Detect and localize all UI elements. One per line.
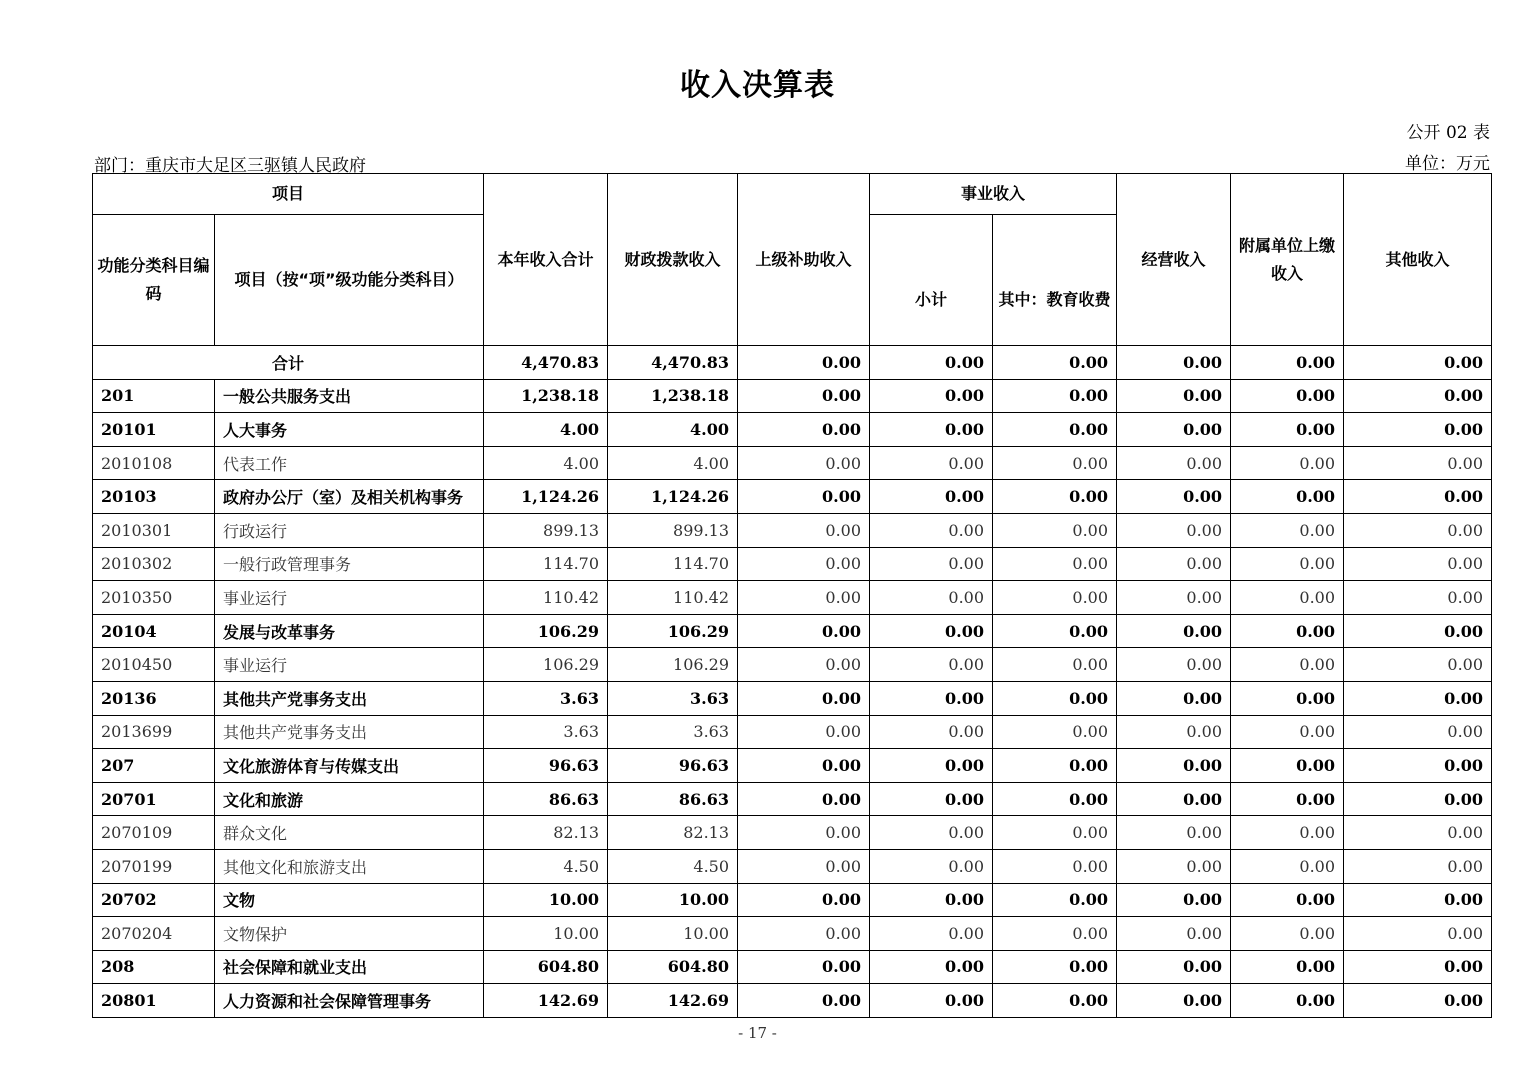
func-code-cell: 201 bbox=[93, 379, 215, 413]
func-code-cell: 208 bbox=[93, 950, 215, 984]
amount-cell: 0.00 bbox=[1117, 513, 1231, 547]
amount-cell: 0.00 bbox=[738, 917, 870, 951]
header-superior-subsidy: 上级补助收入 bbox=[738, 174, 870, 346]
amount-cell: 96.63 bbox=[484, 749, 608, 783]
amount-cell: 0.00 bbox=[1231, 513, 1344, 547]
amount-cell: 0.00 bbox=[993, 446, 1117, 480]
total-cell: 0.00 bbox=[1231, 346, 1344, 380]
item-name-cell: 其他共产党事务支出 bbox=[215, 681, 484, 715]
amount-cell: 142.69 bbox=[484, 984, 608, 1018]
amount-cell: 0.00 bbox=[870, 984, 993, 1018]
amount-cell: 0.00 bbox=[993, 648, 1117, 682]
total-cell: 0.00 bbox=[1344, 346, 1492, 380]
amount-cell: 0.00 bbox=[1344, 648, 1492, 682]
table-row bbox=[93, 379, 1492, 413]
item-name-cell: 行政运行 bbox=[215, 513, 484, 547]
amount-cell: 0.00 bbox=[738, 849, 870, 883]
amount-cell: 0.00 bbox=[1231, 917, 1344, 951]
total-cell: 0.00 bbox=[738, 346, 870, 380]
amount-cell: 0.00 bbox=[1117, 883, 1231, 917]
header-other-income: 其他收入 bbox=[1344, 174, 1492, 346]
amount-cell: 0.00 bbox=[738, 581, 870, 615]
amount-cell: 0.00 bbox=[738, 480, 870, 514]
amount-cell: 0.00 bbox=[738, 648, 870, 682]
header-business-group: 事业收入 bbox=[870, 174, 1117, 215]
table-row bbox=[93, 446, 1492, 480]
amount-cell: 3.63 bbox=[608, 715, 738, 749]
func-code-cell: 20136 bbox=[93, 681, 215, 715]
table-row bbox=[93, 681, 1492, 715]
header-total-income: 本年收入合计 bbox=[484, 174, 608, 346]
func-code-cell: 2010450 bbox=[93, 648, 215, 682]
item-name-cell: 一般行政管理事务 bbox=[215, 547, 484, 581]
amount-cell: 0.00 bbox=[870, 782, 993, 816]
item-name-cell: 其他共产党事务支出 bbox=[215, 715, 484, 749]
total-label: 合计 bbox=[93, 346, 484, 380]
amount-cell: 0.00 bbox=[1344, 782, 1492, 816]
amount-cell: 10.00 bbox=[484, 883, 608, 917]
table-row bbox=[93, 782, 1492, 816]
amount-cell: 0.00 bbox=[993, 849, 1117, 883]
amount-cell: 0.00 bbox=[738, 715, 870, 749]
unit-label: 单位：万元 bbox=[1405, 154, 1490, 174]
amount-cell: 0.00 bbox=[870, 513, 993, 547]
table-row bbox=[93, 816, 1492, 850]
amount-cell: 4.00 bbox=[608, 413, 738, 447]
amount-cell: 0.00 bbox=[1117, 648, 1231, 682]
func-code-cell: 2013699 bbox=[93, 715, 215, 749]
amount-cell: 0.00 bbox=[1117, 917, 1231, 951]
amount-cell: 0.00 bbox=[993, 513, 1117, 547]
amount-cell: 0.00 bbox=[1344, 480, 1492, 514]
amount-cell: 0.00 bbox=[1231, 681, 1344, 715]
amount-cell: 86.63 bbox=[484, 782, 608, 816]
amount-cell: 0.00 bbox=[1231, 614, 1344, 648]
amount-cell: 10.00 bbox=[608, 917, 738, 951]
total-cell: 0.00 bbox=[993, 346, 1117, 380]
item-name-cell: 事业运行 bbox=[215, 581, 484, 615]
page-title: 收入决算表 bbox=[680, 68, 835, 103]
amount-cell: 0.00 bbox=[1117, 446, 1231, 480]
amount-cell: 0.00 bbox=[1117, 480, 1231, 514]
amount-cell: 0.00 bbox=[1231, 581, 1344, 615]
amount-cell: 4.00 bbox=[484, 413, 608, 447]
amount-cell: 0.00 bbox=[870, 950, 993, 984]
amount-cell: 0.00 bbox=[870, 883, 993, 917]
amount-cell: 0.00 bbox=[870, 379, 993, 413]
amount-cell: 0.00 bbox=[870, 749, 993, 783]
amount-cell: 114.70 bbox=[608, 547, 738, 581]
amount-cell: 4.50 bbox=[484, 849, 608, 883]
amount-cell: 0.00 bbox=[870, 648, 993, 682]
amount-cell: 0.00 bbox=[1231, 749, 1344, 783]
amount-cell: 0.00 bbox=[1117, 379, 1231, 413]
amount-cell: 0.00 bbox=[1344, 681, 1492, 715]
amount-cell: 4.00 bbox=[608, 446, 738, 480]
func-code-cell: 2070109 bbox=[93, 816, 215, 850]
amount-cell: 106.29 bbox=[484, 614, 608, 648]
amount-cell: 0.00 bbox=[993, 379, 1117, 413]
table-row bbox=[93, 883, 1492, 917]
amount-cell: 0.00 bbox=[1117, 715, 1231, 749]
amount-cell: 10.00 bbox=[484, 917, 608, 951]
amount-cell: 0.00 bbox=[993, 782, 1117, 816]
amount-cell: 1,124.26 bbox=[484, 480, 608, 514]
table-row bbox=[93, 413, 1492, 447]
amount-cell: 0.00 bbox=[1117, 950, 1231, 984]
func-code-cell: 2010301 bbox=[93, 513, 215, 547]
amount-cell: 0.00 bbox=[1344, 816, 1492, 850]
amount-cell: 604.80 bbox=[484, 950, 608, 984]
amount-cell: 0.00 bbox=[870, 581, 993, 615]
item-name-cell: 文物保护 bbox=[215, 917, 484, 951]
form-number: 公开 02 表 bbox=[1406, 123, 1490, 143]
amount-cell: 0.00 bbox=[1344, 513, 1492, 547]
amount-cell: 0.00 bbox=[993, 681, 1117, 715]
header-operating-income: 经营收入 bbox=[1117, 174, 1231, 346]
amount-cell: 0.00 bbox=[1344, 581, 1492, 615]
total-cell: 0.00 bbox=[870, 346, 993, 380]
amount-cell: 110.42 bbox=[608, 581, 738, 615]
amount-cell: 0.00 bbox=[993, 547, 1117, 581]
table-row bbox=[93, 917, 1492, 951]
amount-cell: 0.00 bbox=[993, 614, 1117, 648]
header-item-name: 项目（按“项”级功能分类科目） bbox=[215, 215, 484, 346]
amount-cell: 0.00 bbox=[1231, 480, 1344, 514]
amount-cell: 0.00 bbox=[738, 413, 870, 447]
amount-cell: 0.00 bbox=[870, 715, 993, 749]
amount-cell: 0.00 bbox=[738, 984, 870, 1018]
amount-cell: 114.70 bbox=[484, 547, 608, 581]
amount-cell: 0.00 bbox=[1117, 816, 1231, 850]
amount-cell: 10.00 bbox=[608, 883, 738, 917]
table-row bbox=[93, 513, 1492, 547]
item-name-cell: 人力资源和社会保障管理事务 bbox=[215, 984, 484, 1018]
amount-cell: 3.63 bbox=[484, 681, 608, 715]
amount-cell: 899.13 bbox=[608, 513, 738, 547]
amount-cell: 0.00 bbox=[1117, 614, 1231, 648]
item-name-cell: 人大事务 bbox=[215, 413, 484, 447]
amount-cell: 0.00 bbox=[1231, 883, 1344, 917]
amount-cell: 0.00 bbox=[1231, 950, 1344, 984]
func-code-cell: 2010108 bbox=[93, 446, 215, 480]
func-code-cell: 20104 bbox=[93, 614, 215, 648]
amount-cell: 0.00 bbox=[1231, 547, 1344, 581]
amount-cell: 0.00 bbox=[1344, 950, 1492, 984]
amount-cell: 0.00 bbox=[870, 614, 993, 648]
amount-cell: 0.00 bbox=[738, 379, 870, 413]
total-row bbox=[93, 346, 1492, 380]
total-cell: 0.00 bbox=[1117, 346, 1231, 380]
amount-cell: 0.00 bbox=[993, 413, 1117, 447]
amount-cell: 0.00 bbox=[738, 614, 870, 648]
table-row bbox=[93, 547, 1492, 581]
item-name-cell: 文化和旅游 bbox=[215, 782, 484, 816]
amount-cell: 142.69 bbox=[608, 984, 738, 1018]
amount-cell: 0.00 bbox=[1117, 413, 1231, 447]
amount-cell: 0.00 bbox=[993, 984, 1117, 1018]
amount-cell: 0.00 bbox=[1231, 379, 1344, 413]
item-name-cell: 一般公共服务支出 bbox=[215, 379, 484, 413]
table-row bbox=[93, 749, 1492, 783]
func-code-cell: 2010350 bbox=[93, 581, 215, 615]
amount-cell: 106.29 bbox=[608, 648, 738, 682]
amount-cell: 0.00 bbox=[738, 950, 870, 984]
amount-cell: 4.00 bbox=[484, 446, 608, 480]
amount-cell: 0.00 bbox=[870, 849, 993, 883]
amount-cell: 0.00 bbox=[1344, 715, 1492, 749]
func-code-cell: 20101 bbox=[93, 413, 215, 447]
amount-cell: 0.00 bbox=[738, 883, 870, 917]
header-affiliated-income: 附属单位上缴收入 bbox=[1231, 174, 1344, 346]
amount-cell: 0.00 bbox=[1344, 446, 1492, 480]
item-name-cell: 文物 bbox=[215, 883, 484, 917]
amount-cell: 1,238.18 bbox=[608, 379, 738, 413]
amount-cell: 0.00 bbox=[870, 816, 993, 850]
page-number: - 17 - bbox=[738, 1024, 777, 1042]
func-code-cell: 20103 bbox=[93, 480, 215, 514]
amount-cell: 0.00 bbox=[870, 446, 993, 480]
amount-cell: 0.00 bbox=[1344, 547, 1492, 581]
amount-cell: 0.00 bbox=[870, 917, 993, 951]
amount-cell: 106.29 bbox=[608, 614, 738, 648]
amount-cell: 1,238.18 bbox=[484, 379, 608, 413]
amount-cell: 0.00 bbox=[1117, 681, 1231, 715]
item-name-cell: 事业运行 bbox=[215, 648, 484, 682]
func-code-cell: 20702 bbox=[93, 883, 215, 917]
amount-cell: 0.00 bbox=[993, 715, 1117, 749]
amount-cell: 0.00 bbox=[1117, 581, 1231, 615]
table-row bbox=[93, 950, 1492, 984]
amount-cell: 0.00 bbox=[1231, 782, 1344, 816]
amount-cell: 0.00 bbox=[738, 749, 870, 783]
department-label: 部门：重庆市大足区三驱镇人民政府 bbox=[94, 156, 366, 176]
amount-cell: 3.63 bbox=[608, 681, 738, 715]
amount-cell: 0.00 bbox=[993, 883, 1117, 917]
header-fiscal-allocation: 财政拨款收入 bbox=[608, 174, 738, 346]
header-education-fee: 其中：教育收费 bbox=[993, 215, 1117, 346]
func-code-cell: 207 bbox=[93, 749, 215, 783]
amount-cell: 82.13 bbox=[484, 816, 608, 850]
amount-cell: 0.00 bbox=[1231, 413, 1344, 447]
amount-cell: 0.00 bbox=[1231, 849, 1344, 883]
table-row bbox=[93, 581, 1492, 615]
item-name-cell: 发展与改革事务 bbox=[215, 614, 484, 648]
amount-cell: 0.00 bbox=[1344, 849, 1492, 883]
amount-cell: 899.13 bbox=[484, 513, 608, 547]
amount-cell: 106.29 bbox=[484, 648, 608, 682]
item-name-cell: 代表工作 bbox=[215, 446, 484, 480]
amount-cell: 96.63 bbox=[608, 749, 738, 783]
amount-cell: 0.00 bbox=[1344, 614, 1492, 648]
amount-cell: 0.00 bbox=[1231, 816, 1344, 850]
func-code-cell: 2070204 bbox=[93, 917, 215, 951]
item-name-cell: 其他文化和旅游支出 bbox=[215, 849, 484, 883]
amount-cell: 0.00 bbox=[993, 950, 1117, 984]
amount-cell: 0.00 bbox=[1344, 379, 1492, 413]
func-code-cell: 2010302 bbox=[93, 547, 215, 581]
amount-cell: 0.00 bbox=[738, 782, 870, 816]
amount-cell: 0.00 bbox=[870, 413, 993, 447]
amount-cell: 0.00 bbox=[870, 681, 993, 715]
amount-cell: 4.50 bbox=[608, 849, 738, 883]
func-code-cell: 2070199 bbox=[93, 849, 215, 883]
income-table bbox=[92, 173, 1492, 1018]
item-name-cell: 社会保障和就业支出 bbox=[215, 950, 484, 984]
amount-cell: 0.00 bbox=[993, 480, 1117, 514]
amount-cell: 0.00 bbox=[1344, 984, 1492, 1018]
amount-cell: 1,124.26 bbox=[608, 480, 738, 514]
amount-cell: 0.00 bbox=[1117, 749, 1231, 783]
amount-cell: 0.00 bbox=[738, 513, 870, 547]
amount-cell: 0.00 bbox=[738, 446, 870, 480]
amount-cell: 0.00 bbox=[993, 816, 1117, 850]
amount-cell: 0.00 bbox=[738, 816, 870, 850]
amount-cell: 110.42 bbox=[484, 581, 608, 615]
amount-cell: 0.00 bbox=[870, 480, 993, 514]
item-name-cell: 文化旅游体育与传媒支出 bbox=[215, 749, 484, 783]
amount-cell: 0.00 bbox=[1344, 413, 1492, 447]
header-item-group: 项目 bbox=[93, 174, 484, 215]
amount-cell: 82.13 bbox=[608, 816, 738, 850]
amount-cell: 3.63 bbox=[484, 715, 608, 749]
table-row bbox=[93, 480, 1492, 514]
amount-cell: 0.00 bbox=[1117, 782, 1231, 816]
total-cell: 4,470.83 bbox=[608, 346, 738, 380]
amount-cell: 86.63 bbox=[608, 782, 738, 816]
table-row bbox=[93, 849, 1492, 883]
amount-cell: 0.00 bbox=[1231, 446, 1344, 480]
item-name-cell: 群众文化 bbox=[215, 816, 484, 850]
item-name-cell: 政府办公厅（室）及相关机构事务 bbox=[215, 480, 484, 514]
func-code-cell: 20701 bbox=[93, 782, 215, 816]
amount-cell: 0.00 bbox=[1344, 883, 1492, 917]
amount-cell: 0.00 bbox=[1117, 547, 1231, 581]
total-cell: 4,470.83 bbox=[484, 346, 608, 380]
amount-cell: 0.00 bbox=[993, 917, 1117, 951]
func-code-cell: 20801 bbox=[93, 984, 215, 1018]
amount-cell: 0.00 bbox=[870, 547, 993, 581]
amount-cell: 0.00 bbox=[738, 547, 870, 581]
amount-cell: 0.00 bbox=[1231, 648, 1344, 682]
amount-cell: 0.00 bbox=[1117, 984, 1231, 1018]
amount-cell: 0.00 bbox=[993, 749, 1117, 783]
amount-cell: 0.00 bbox=[993, 581, 1117, 615]
amount-cell: 0.00 bbox=[1117, 849, 1231, 883]
table-row bbox=[93, 614, 1492, 648]
header-func-code: 功能分类科目编码 bbox=[93, 215, 215, 346]
table-row bbox=[93, 984, 1492, 1018]
amount-cell: 0.00 bbox=[1231, 984, 1344, 1018]
amount-cell: 0.00 bbox=[1344, 917, 1492, 951]
header-subtotal: 小计 bbox=[870, 215, 993, 346]
amount-cell: 0.00 bbox=[738, 681, 870, 715]
amount-cell: 0.00 bbox=[1231, 715, 1344, 749]
table-row bbox=[93, 648, 1492, 682]
amount-cell: 604.80 bbox=[608, 950, 738, 984]
table-row bbox=[93, 715, 1492, 749]
amount-cell: 0.00 bbox=[1344, 749, 1492, 783]
